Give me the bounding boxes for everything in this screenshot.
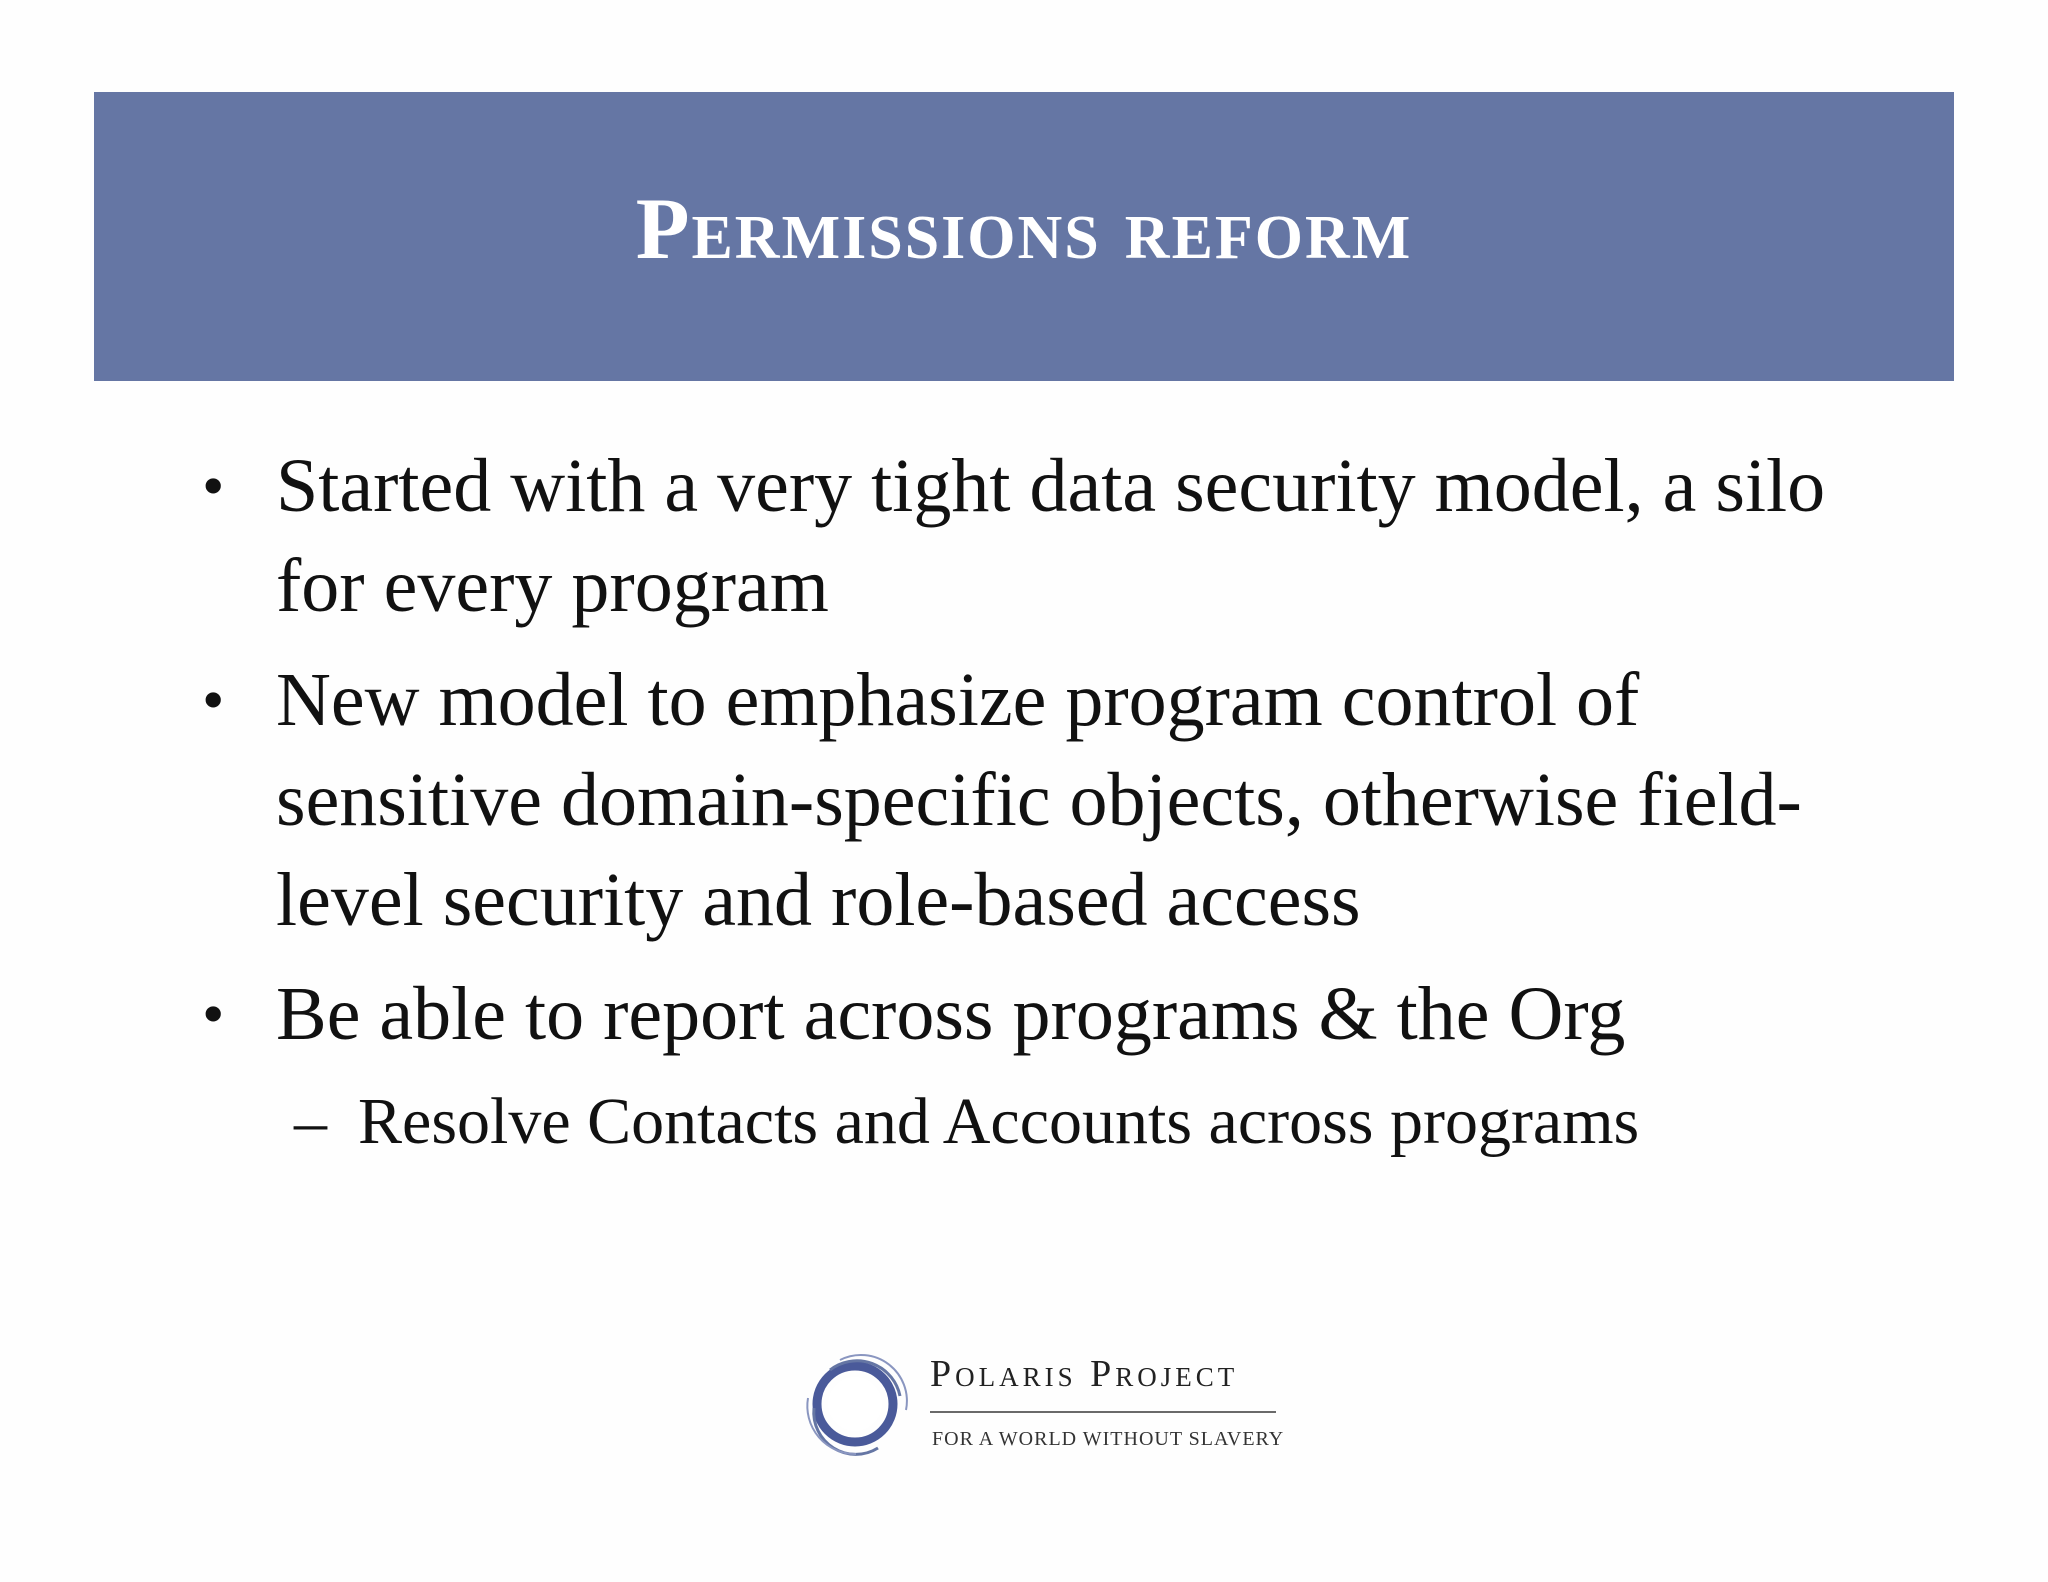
sub-bullet-marker: –	[294, 1085, 327, 1158]
bullet-text: New model to emphasize program control of sensitive domain-specific objects, otherwise field-level security and role-based access	[276, 658, 1802, 942]
bullet-marker: •	[202, 978, 225, 1049]
bullet-item	[200, 436, 1840, 636]
logo-name: Polaris Project	[930, 1353, 1239, 1395]
slide-title: Permissions reform	[635, 181, 1413, 278]
bullet-item	[200, 650, 1840, 950]
polaris-swirl-icon	[800, 1348, 910, 1458]
bullet-marker: •	[202, 450, 225, 521]
sub-bullet-text: Resolve Contacts and Accounts across programs	[358, 1085, 1640, 1158]
title-bar	[94, 92, 1954, 381]
bullet-item	[200, 964, 1840, 1064]
logo-tagline: FOR A WORLD WITHOUT SLAVERY	[932, 1428, 1285, 1450]
bullet-list	[200, 436, 1840, 1172]
bullet-marker: •	[202, 664, 225, 735]
bullet-text: Started with a very tight data security model, a silo for every program	[276, 444, 1826, 628]
polaris-project-logo	[800, 1348, 1285, 1462]
sub-bullet-item	[200, 1072, 1840, 1172]
bullet-text: Be able to report across programs & the Org	[276, 972, 1626, 1056]
logo-divider	[930, 1411, 1276, 1413]
